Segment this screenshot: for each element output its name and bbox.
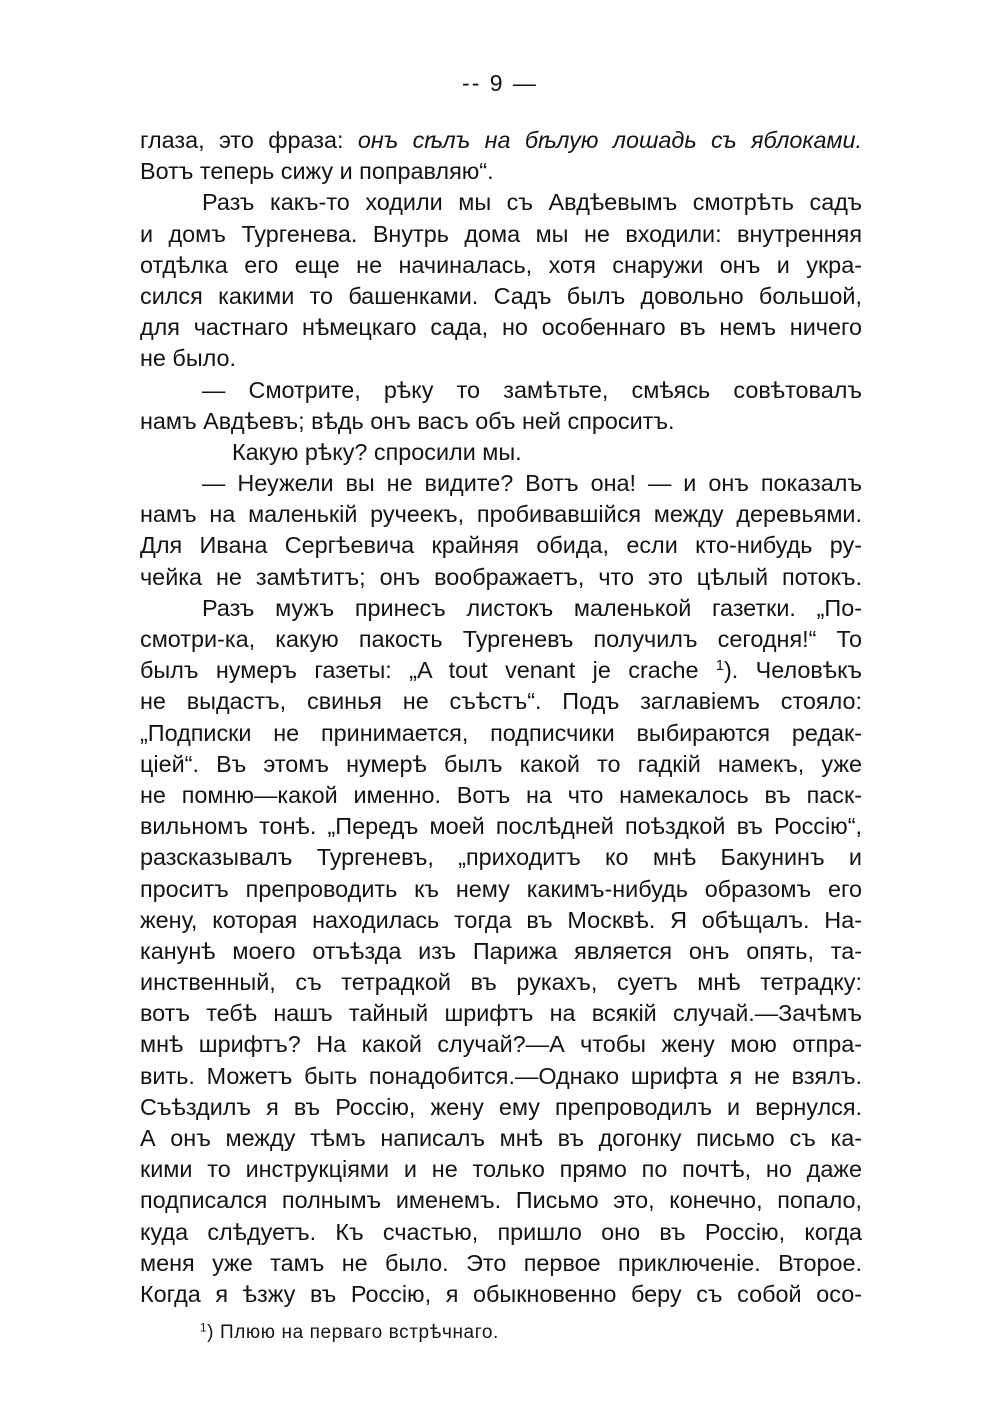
dialogue-line: — Неужели вы не видите? Вотъ она! — и онъ показалъ <box>202 470 862 497</box>
text-line: былъ нумеръ газеты: „A tout venant je crache $^1$). Человѣкъ <box>140 657 862 684</box>
text-line: меня уже тамъ не было. Это первое приключеніе. Второе. <box>140 1249 862 1276</box>
text-line: намъ на маленькій ручеекъ, пробивавшійся между деревьями. <box>140 501 862 528</box>
text-line: жену, которая находилась тогда въ Москвѣ. Я обѣщалъ. На- <box>140 906 862 933</box>
italic-phrase: онъ сѣлъ на бѣлую лошадь съ яблоками. <box>357 127 862 153</box>
paragraph-start-line: Разъ мужъ принесъ листокъ маленькой газетки. „По- <box>202 594 862 621</box>
text-line: „Подписки не принимается, подписчики выбираются редак- <box>140 719 862 746</box>
text-line: отдѣлка его еще не начиналась, хотя снаружи онъ и укра- <box>140 251 862 278</box>
text-line: мнѣ шрифтъ? На какой случай?—А чтобы жену мою отпра- <box>140 1031 862 1058</box>
text-line: А онъ между тѣмъ написалъ мнѣ въ догонку письмо съ ка- <box>140 1125 862 1151</box>
text-line: смотри-ка, какую пакость Тургеневъ получилъ сегодня!“ То <box>140 626 862 652</box>
footnote <box>200 1322 499 1344</box>
text-line: Для Ивана Сергѣевича крайняя обида, если кто-нибудь ру- <box>140 532 862 559</box>
text-line: Когда я ѣзжу въ Россію, я обыкновенно беру съ собой осо- <box>140 1280 862 1307</box>
text-line: Вотъ теперь сижу и поправляю“. <box>140 158 494 185</box>
page-number: -- 9 — <box>462 70 538 96</box>
text-line: намъ Авдѣевъ; вѣдь онъ васъ объ ней спроситъ. <box>140 407 675 434</box>
text-line: не помню—какой именно. Вотъ на что намекалось въ паск- <box>140 781 862 808</box>
footnote-marker: 1 <box>200 1321 208 1335</box>
text-line: вить. Можетъ быть понадобится.—Однако шрифта я не взялъ. <box>140 1062 862 1089</box>
text-line: не было. <box>140 345 237 372</box>
footnote-ref: 1 <box>715 658 724 675</box>
text-line: и домъ Тургенева. Внутрь дома мы не входили: внутренняя <box>140 220 862 247</box>
text-line: вотъ тебѣ нашъ тайный шрифтъ на всякій случай.—Зачѣмъ <box>140 1000 862 1027</box>
text-line: Съѣздилъ я въ Россію, жену ему препроводилъ и вернулся. <box>140 1093 862 1120</box>
text-line: вильномъ тонѣ. „Передъ моей послѣдней поѣздкой въ Россію“, <box>140 813 862 840</box>
text-line: подписался полнымъ именемъ. Письмо это, конечно, попало, <box>140 1187 862 1214</box>
body-text <box>140 125 862 1310</box>
text-line: канунѣ моего отъѣзда изъ Парижа является онъ опять, та- <box>140 937 862 964</box>
dialogue-line: — Смотрите, рѣку то замѣтьте, смѣясь совѣтовалъ <box>202 376 862 403</box>
text-line: ціей“. Въ этомъ нумерѣ былъ какой то гадкій намекъ, уже <box>140 750 862 777</box>
paragraph-start-line: Разъ какъ-то ходили мы съ Авдѣевымъ смотрѣть садъ <box>202 189 862 216</box>
dialogue-line: Какую рѣку? спросили мы. <box>232 438 522 465</box>
footnote-text: ) Плюю на перваго встрѣчнаго. <box>207 1322 499 1343</box>
text-line: для частнаго нѣмецкаго сада, но особеннаго въ немъ ничего <box>140 314 862 341</box>
text-line: сился какими то башенками. Садъ былъ довольно большой, <box>140 282 862 309</box>
text-line: не выдастъ, свинья не съѣстъ“. Подъ заглавіемъ стояло: <box>140 688 862 715</box>
text-line: чейка не замѣтитъ; онъ воображаетъ, что это цѣлый потокъ. <box>140 563 862 590</box>
text-line: глаза, это фраза: онъ сѣлъ на бѣлую лошадь съ яблоками. <box>140 127 862 153</box>
text-line: куда слѣдуетъ. Къ счастью, пришло оно въ Россію, когда <box>140 1218 862 1245</box>
text-line: проситъ препроводить къ нему какимъ-нибудь образомъ его <box>140 875 862 902</box>
text-line: кими то инструкціями и не только прямо по почтѣ, но даже <box>140 1156 862 1183</box>
text-line: разсказывалъ Тургеневъ, „приходитъ ко мнѣ Бакунинъ и <box>140 844 862 871</box>
text-line: инственный, съ тетрадкой въ рукахъ, суетъ мнѣ тетрадку: <box>140 969 862 996</box>
